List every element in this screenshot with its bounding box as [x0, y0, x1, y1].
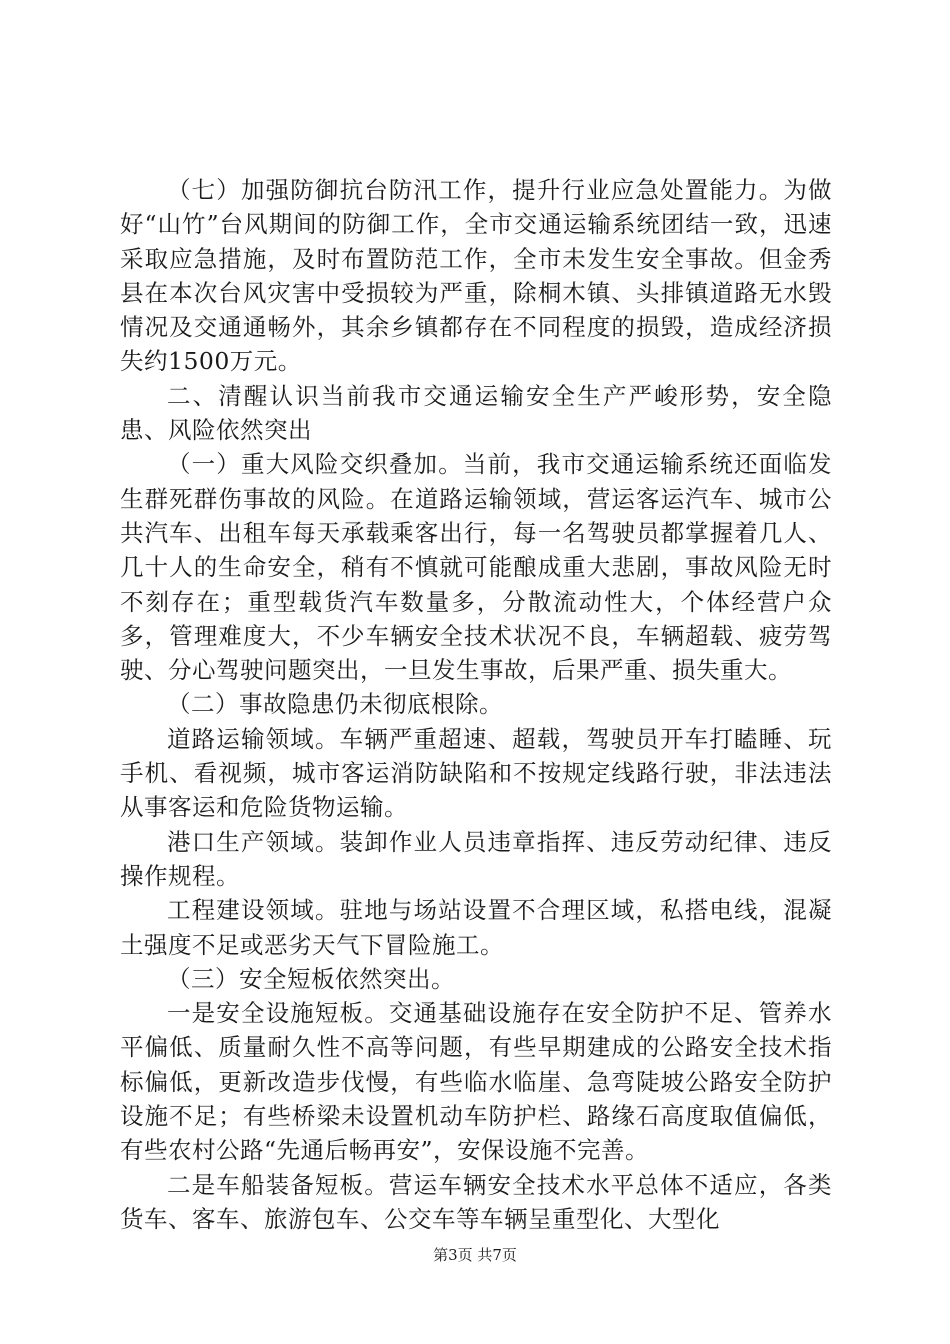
paragraph-safety-shortcomings-heading: （三）安全短板依然突出。 — [167, 964, 455, 993]
paragraph-road-transport: 道路运输领域。车辆严重超速、超载，驾驶员开车打瞌睡、玩手机、看视频，城市客运消防缺陷和不按规定线路行驶，非法违法从事客运和危险货物运输。 — [120, 724, 832, 822]
paragraph-engineering: 工程建设领域。驻地与场站设置不合理区域，私搭电线，混凝土强度不足或恶劣天气下冒险施工。 — [120, 896, 832, 959]
paragraph-major-risks: （一）重大风险交织叠加。当前，我市交通运输系统还面临发生群死群伤事故的风险。在道路运输领域，营运客运汽车、城市公共汽车、出租车每天承载乘客出行，每一名驾驶员都掌握着几人、几十人的生命安全，稍有不慎就可能酿成重大悲剧，事故风险无时不刻存在；重型载货汽车数量多，分散流动性大，个体经营户众多，管理难度大，不少车辆安全技术状况不良，车辆超载、疲劳驾驶、分心驾驶问题突出，一旦发生事故，后果严重、损失重大。 — [120, 450, 832, 685]
paragraph-typhoon-defense: （七）加强防御抗台防汛工作，提升行业应急处置能力。为做好“山竹”台风期间的防御工作，全市交通运输系统团结一致，迅速采取应急措施，及时布置防范工作，全市未发生安全事故。但金秀县在本次台风灾害中受损较为严重，除桐木镇、头排镇道路无水毁情况及交通通畅外，其余乡镇都存在不同程度的损毁，造成经济损失约1500万元。 — [120, 176, 832, 376]
page-number-footer: 第3页 共7页 — [433, 1246, 517, 1264]
paragraph-port-production: 港口生产领域。装卸作业人员违章指挥、违反劳动纪律、违反操作规程。 — [120, 827, 832, 890]
paragraph-safety-facilities: 一是安全设施短板。交通基础设施存在安全防护不足、管养水平偏低、质量耐久性不高等问题，有些早期建成的公路安全技术指标偏低，更新改造步伐慢，有些临水临崖、急弯陡坡公路安全防护设施不足；有些桥梁未设置机动车防护栏、路缘石高度取值偏低，有些农村公路“先通后畅再安”，安保设施不完善。 — [120, 999, 832, 1165]
paragraph-hidden-dangers-heading: （二）事故隐患仍未彻底根除。 — [167, 690, 503, 719]
document-body — [120, 173, 832, 1236]
section-heading-two: 二、清醒认识当前我市交通运输安全生产严峻形势，安全隐患、风险依然突出 — [120, 381, 832, 445]
paragraph-vehicle-equipment: 二是车船装备短板。营运车辆安全技术水平总体不适应，各类货车、客车、旅游包车、公交车等车辆呈重型化、大型化 — [120, 1170, 832, 1233]
